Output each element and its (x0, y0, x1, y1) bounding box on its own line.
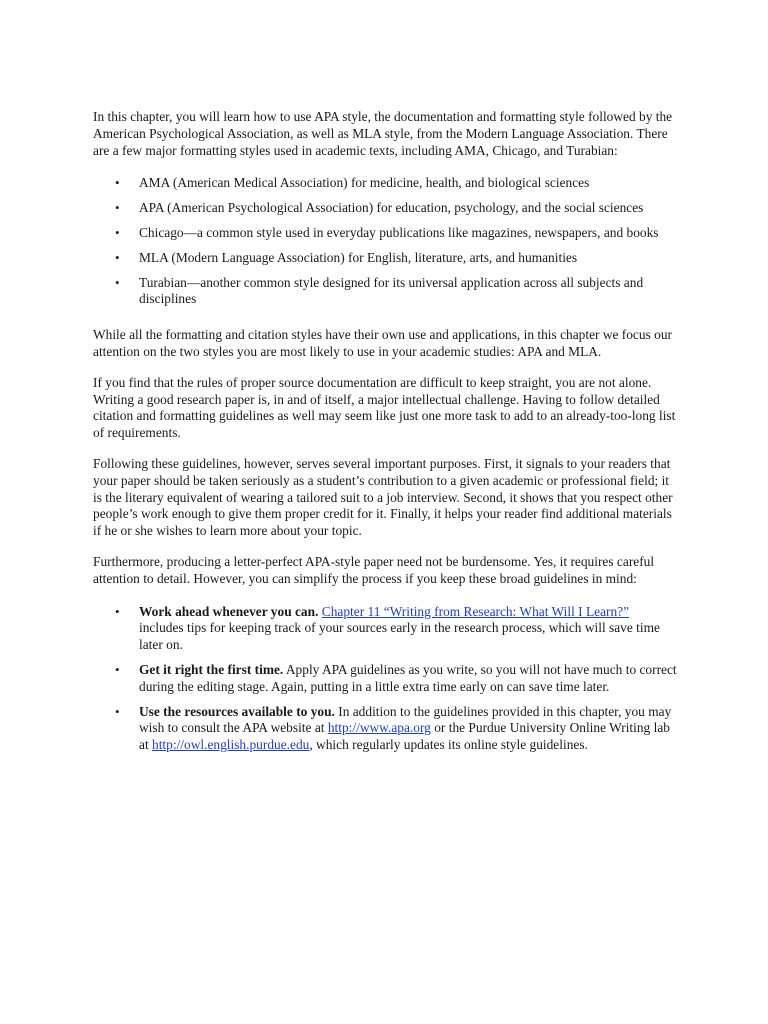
chapter-11-link[interactable]: Chapter 11 “Writing from Research: What Will I Learn?” (321, 603, 630, 619)
guideline-lead: Work ahead whenever you can. (139, 603, 319, 619)
guideline-text: includes tips for keeping track of your sources early in the research process, which will save time later on. (139, 620, 660, 653)
guideline-text: In addition to the guidelines provided in this chapter, you may wish to consult the APA website at (139, 703, 672, 736)
bullet-icon: • (115, 603, 120, 619)
guideline-lead: Use the resources available to you. (139, 703, 335, 719)
body-paragraph-guidelines-intro: Furthermore, producing a letter-perfect APA-style paper need not be burdensome. Yes, it requires careful attention to detail. However, you can simplify the process if you keep these broad guidelines in mind: (93, 553, 655, 586)
document-page (93, 109, 677, 773)
bullet-icon: • (115, 224, 120, 240)
list-item (93, 200, 677, 217)
body-paragraph-difficulty: If you find that the rules of proper source documentation are difficult to keep straight, you are not alone. Writing a good research paper is, in and of itself, a major intellectual challenge. Having to follow detailed citation and formatting guidelines as well may seem like just one more task to add to an already-too-long list of requirements. (93, 374, 676, 441)
intro-paragraph: In this chapter, you will learn how to use APA style, the documentation and formatting style followed by the American Psychological Association, as well as MLA style, from the Modern Language Association. There are a few major formatting styles used in academic texts, including AMA, Chicago, and Turabian: (93, 109, 673, 158)
guideline-text: or the Purdue University Online Writing lab at (139, 720, 670, 753)
list-item (93, 250, 677, 267)
styles-list (93, 175, 677, 308)
list-item (93, 225, 677, 242)
list-item-text: Chicago—a common style used in everyday publications like magazines, newspapers, and books (139, 224, 659, 240)
bullet-icon: • (115, 175, 120, 191)
bullet-icon: • (115, 703, 120, 719)
list-item-text: AMA (American Medical Association) for medicine, health, and biological sciences (139, 175, 590, 191)
purdue-owl-link[interactable]: http://owl.english.purdue.edu (152, 737, 310, 753)
list-item (93, 704, 677, 754)
body-paragraph-focus: While all the formatting and citation styles have their own use and applications, in this chapter we focus our attention on the two styles you are most likely to use in your academic studies: APA and MLA. (93, 327, 672, 359)
list-item (93, 175, 677, 192)
guideline-lead: Get it right the first time. (139, 661, 284, 677)
bullet-icon: • (115, 200, 120, 216)
list-item (93, 275, 677, 309)
apa-website-link[interactable]: http://www.apa.org (327, 720, 431, 736)
guidelines-list (93, 604, 677, 754)
bullet-icon: • (115, 661, 120, 677)
list-item-text: APA (American Psychological Association) for education, psychology, and the social sciences (139, 200, 644, 216)
list-item (93, 662, 677, 696)
bullet-icon: • (115, 274, 120, 290)
list-item (93, 604, 677, 654)
guideline-text: , which regularly updates its online style guidelines. (309, 737, 588, 753)
body-paragraph-purposes: Following these guidelines, however, serves several important purposes. First, it signals to your readers that your paper should be taken seriously as a student’s contribution to a given academic or professional field; it is the literary equivalent of wearing a tailored suit to a job interview. Second, it shows that you respect other people’s work enough to give them proper credit for it. Finally, it helps your reader find additional materials if he or she wishes to learn more about your topic. (93, 455, 673, 539)
list-item-text: MLA (Modern Language Association) for English, literature, arts, and humanities (139, 249, 578, 265)
bullet-icon: • (115, 249, 120, 265)
list-item-text: Turabian—another common style designed for its universal application across all subjects and disciplines (139, 274, 644, 307)
guideline-text: Apply APA guidelines as you write, so you will not have much to correct during the editing stage. Again, putting in a little extra time early on can save time later. (139, 661, 677, 694)
